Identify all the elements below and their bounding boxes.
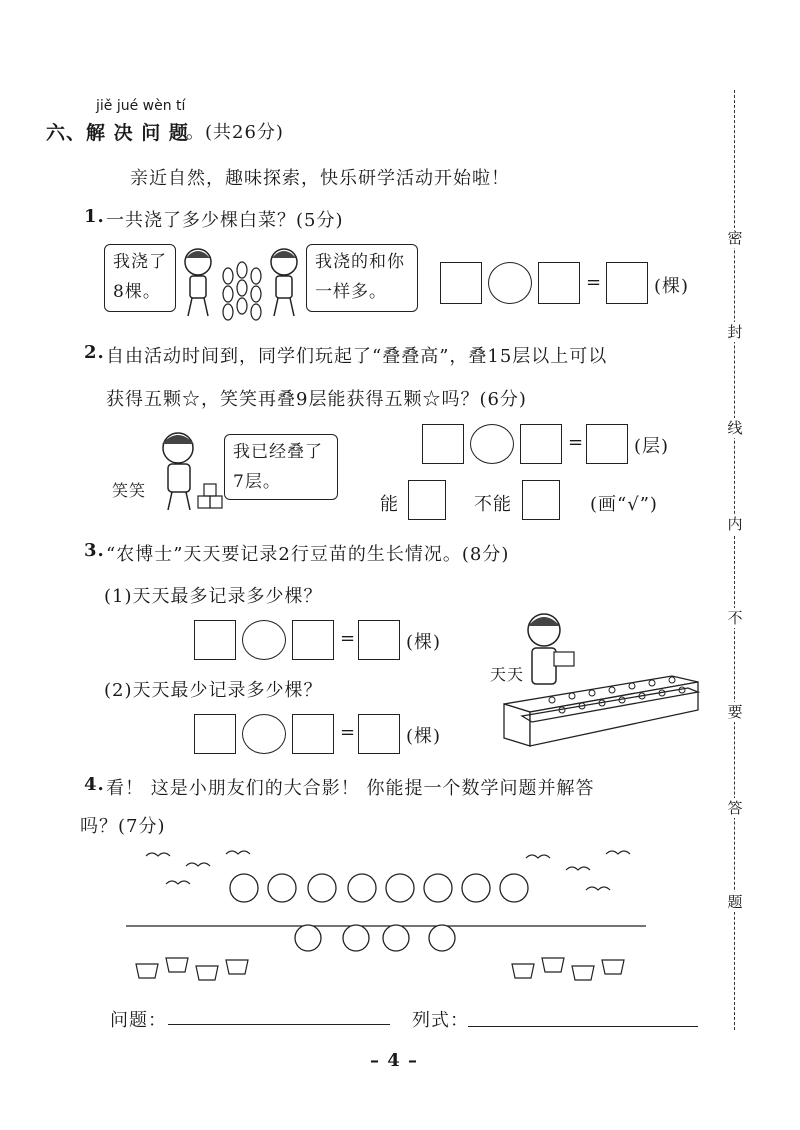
q4-formula-line[interactable] — [468, 1026, 698, 1027]
q2-bubble: 我已经叠了 7层。 — [224, 434, 338, 500]
q2-answer-box-2[interactable] — [520, 424, 562, 464]
q1-text: 一共浇了多少棵白菜？(5分) — [106, 210, 344, 231]
q3b-unit: (棵) — [406, 726, 442, 747]
q1-bubble-left: 我浇了 8棵。 — [104, 244, 176, 312]
q4-formula-label: 列式： — [412, 1010, 469, 1031]
seal-char-3: 线 — [725, 418, 745, 438]
q4-question-label: 问题： — [110, 1010, 167, 1031]
q4-line2: 吗？(7分) — [80, 816, 166, 837]
seal-char-2: 封 — [725, 322, 745, 342]
q2-result-box[interactable] — [586, 424, 628, 464]
q4-line1: 看！ 这是小朋友们的大合影！ 你能提一个数学问题并解答 — [106, 778, 595, 799]
q1-result-box[interactable] — [606, 262, 648, 304]
q3a-result-box[interactable] — [358, 620, 400, 660]
q3-number: 3. — [84, 540, 105, 561]
q1-bubble-right: 我浇的和你 一样多。 — [306, 244, 418, 312]
q1-answer-box-2[interactable] — [538, 262, 580, 304]
section-pinyin: jiě jué wèn tí — [96, 98, 186, 114]
seal-char-5: 不 — [725, 608, 745, 628]
q3b-answer-box-1[interactable] — [194, 714, 236, 754]
tiantian-bean-field-illustration — [492, 604, 704, 752]
q3a-answer-box-1[interactable] — [194, 620, 236, 660]
q2-mark-hint: (画“√”) — [590, 494, 658, 515]
section-intro: 亲近自然，趣味探索，快乐研学活动开始啦！ — [130, 168, 510, 189]
q3b-operator-circle[interactable] — [242, 714, 286, 754]
q3b-answer-box-2[interactable] — [292, 714, 334, 754]
q2-answer-box-1[interactable] — [422, 424, 464, 464]
q2-line1: 自由活动时间到，同学们玩起了“叠叠高”，叠15层以上可以 — [106, 346, 608, 367]
q1-answer-box-1[interactable] — [440, 262, 482, 304]
q3-text: “农博士”天天要记录2行豆苗的生长情况。(8分) — [106, 544, 510, 565]
group-photo-illustration — [126, 846, 646, 990]
q2-equals: = — [568, 432, 585, 453]
q3a-operator-circle[interactable] — [242, 620, 286, 660]
xiaoxiao-illustration — [148, 422, 228, 514]
q2-cannot-box[interactable] — [522, 480, 560, 520]
q1-children-illustration — [176, 240, 306, 324]
q2-unit: (层) — [634, 436, 670, 457]
q2-can-label: 能 — [380, 494, 399, 515]
tiantian-name: 天天 — [490, 665, 525, 684]
q1-equals: = — [586, 272, 603, 293]
seal-char-7: 答 — [725, 798, 745, 818]
q3-sub1: (1)天天最多记录多少棵？ — [104, 586, 323, 607]
q4-number: 4. — [84, 774, 105, 795]
q1-number: 1. — [84, 206, 105, 227]
q2-can-box[interactable] — [408, 480, 446, 520]
q2-operator-circle[interactable] — [470, 424, 514, 464]
page-number: – 4 – — [370, 1050, 419, 1071]
q3a-unit: (棵) — [406, 632, 442, 653]
q1-operator-circle[interactable] — [488, 262, 532, 304]
q2-number: 2. — [84, 342, 105, 363]
seal-char-8: 题 — [725, 892, 745, 912]
section-title: 六、解 决 问 题 — [46, 122, 189, 144]
q3b-result-box[interactable] — [358, 714, 400, 754]
q2-line2: 获得五颗☆，笑笑再叠9层能获得五颗☆吗？(6分) — [106, 389, 527, 410]
q4-question-line[interactable] — [168, 1024, 390, 1025]
seal-char-6: 要 — [725, 702, 745, 722]
xiaoxiao-name: 笑笑 — [112, 481, 147, 500]
q3-sub2: (2)天天最少记录多少棵？ — [104, 680, 323, 701]
section-points: 。(共26分) — [186, 122, 284, 143]
q3b-equals: = — [340, 722, 357, 743]
seal-char-4: 内 — [725, 514, 745, 534]
q2-cannot-label: 不能 — [474, 494, 512, 515]
q3a-equals: = — [340, 628, 357, 649]
q1-unit: (棵) — [654, 276, 690, 297]
seal-char-1: 密 — [725, 228, 745, 248]
q3a-answer-box-2[interactable] — [292, 620, 334, 660]
